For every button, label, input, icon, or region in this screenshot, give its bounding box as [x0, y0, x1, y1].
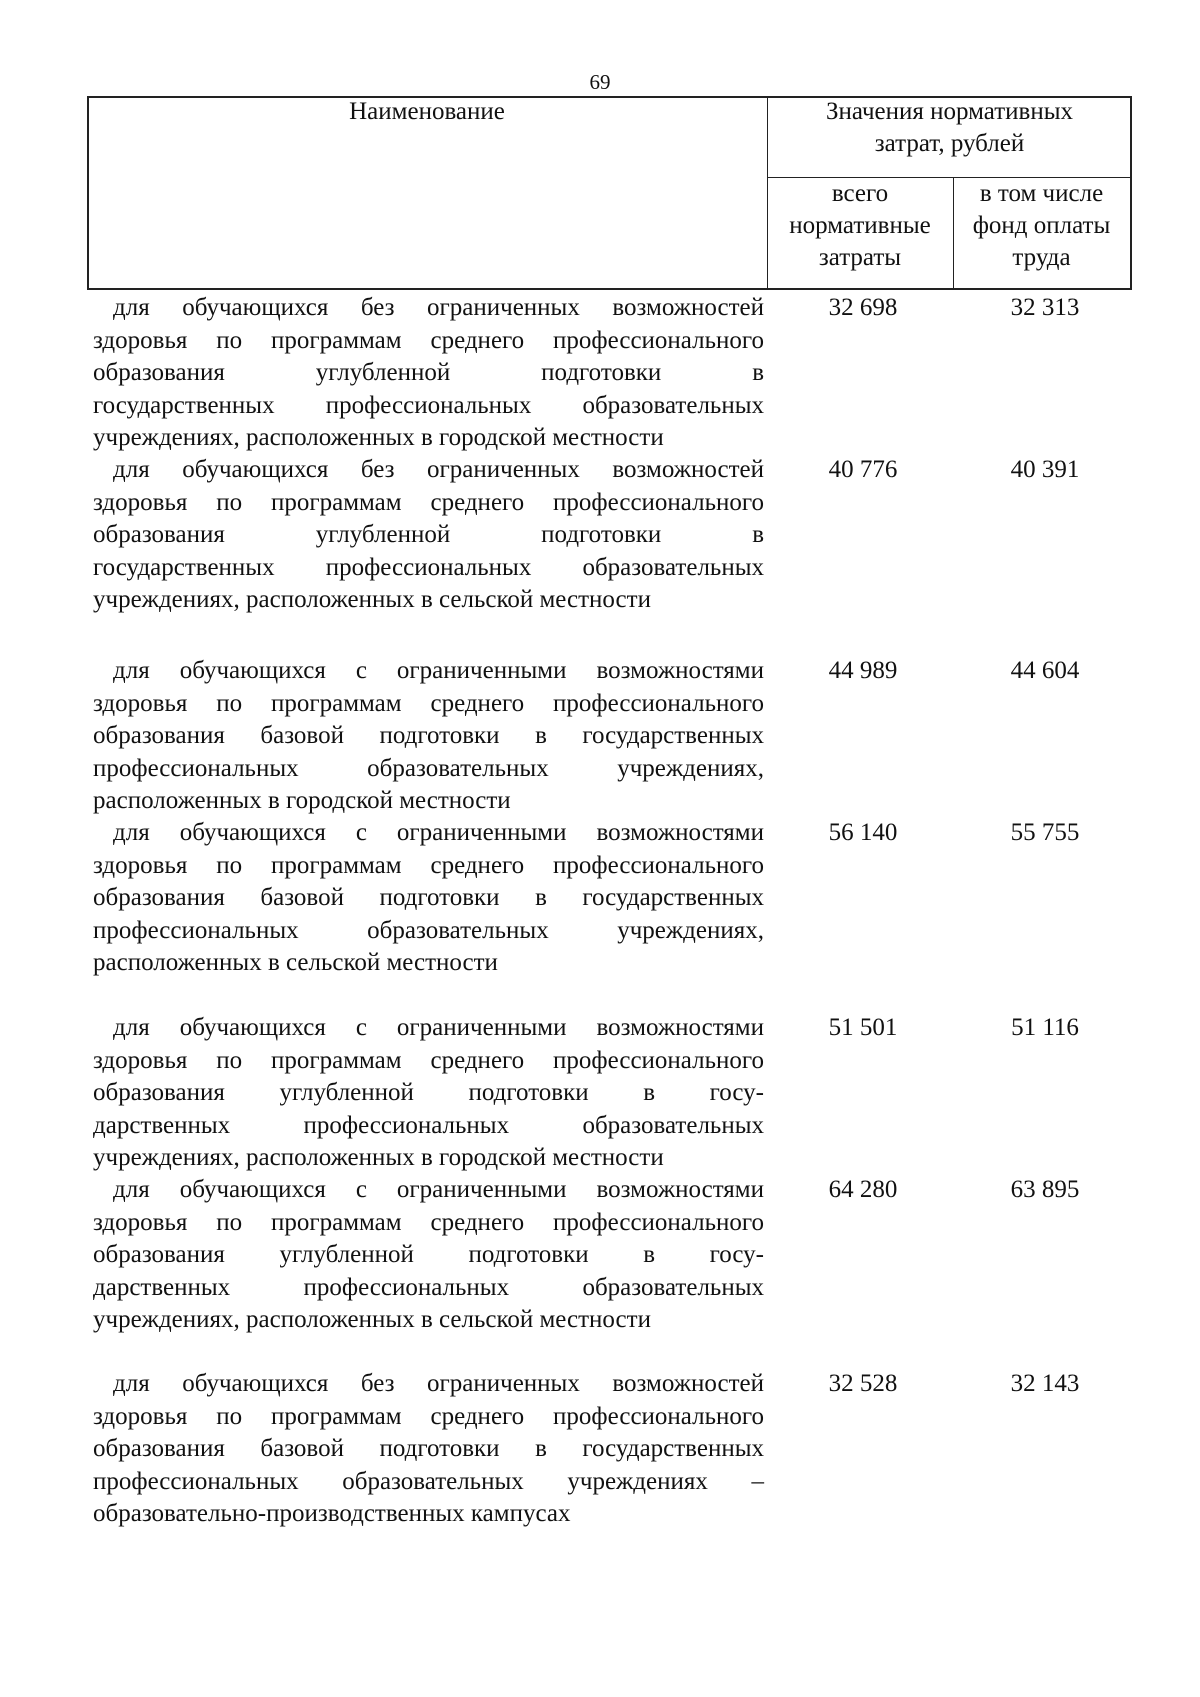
- row-name-line: образования базовой подготовки в государственных: [93, 722, 764, 749]
- row-name: [93, 292, 764, 455]
- row-name-line: для обучающихся с ограниченными возможностями: [113, 657, 764, 684]
- row-name-line: профессиональных образовательных учреждениях –: [93, 1467, 764, 1495]
- header-name: Наименование: [349, 98, 505, 125]
- header-total-line: всего: [831, 180, 889, 207]
- row-wage-value: 40 391: [1010, 456, 1080, 483]
- row-name-line: учреждениях, расположенных в сельской местности: [93, 1306, 651, 1333]
- header-wage-line: фонд оплаты: [972, 212, 1111, 239]
- row-wage-value: 51 116: [1011, 1014, 1079, 1041]
- row-name-line: здоровья по программам среднего профессионального: [93, 1402, 764, 1430]
- row-name: [93, 1012, 764, 1175]
- row-wage-value: 55 755: [1010, 819, 1080, 846]
- row-name-line: образования базовой подготовки в государственных: [93, 1435, 764, 1462]
- row-name-line: здоровья по программам среднего профессионального: [93, 1208, 764, 1236]
- row-total-value: 44 989: [828, 657, 898, 684]
- row-name-line: учреждениях, расположенных в городской местности: [93, 1144, 664, 1171]
- header-total-line: затраты: [818, 244, 902, 271]
- row-wage-value: 63 895: [1010, 1176, 1080, 1203]
- row-name-line: здоровья по программам среднего профессионального: [93, 326, 764, 354]
- row-name-line: расположенных в городской местности: [93, 787, 511, 814]
- row-name: [93, 817, 764, 980]
- row-name-line: для обучающихся без ограниченных возможностей: [113, 294, 764, 321]
- row-name-line: здоровья по программам среднего профессионального: [93, 1046, 764, 1074]
- row-name: [93, 454, 764, 617]
- row-name-line: образовательно-производственных кампусах: [93, 1500, 571, 1527]
- row-name-line: расположенных в сельской местности: [93, 949, 498, 976]
- row-name-line: профессиональных образовательных учреждениях,: [93, 754, 764, 782]
- row-name-line: государственных профессиональных образовательных: [93, 391, 764, 419]
- row-name-line: для обучающихся без ограниченных возможностей: [113, 456, 764, 483]
- row-name-line: здоровья по программам среднего профессионального: [93, 851, 764, 879]
- header-total-line: нормативные: [789, 212, 931, 239]
- row-name-line: здоровья по программам среднего профессионального: [93, 488, 764, 516]
- row-name-line: для обучающихся с ограниченными возможностями: [113, 1176, 764, 1203]
- row-name-line: образования углубленной подготовки в: [93, 359, 764, 386]
- row-name-line: здоровья по программам среднего профессионального: [93, 689, 764, 717]
- row-name-line: профессиональных образовательных учреждениях,: [93, 916, 764, 944]
- page-number: 69: [589, 70, 611, 94]
- row-name-line: учреждениях, расположенных в городской местности: [93, 424, 664, 451]
- row-name-line: образования углубленной подготовки в госу-: [93, 1079, 764, 1106]
- row-name-line: дарственных профессиональных образовательных: [93, 1273, 764, 1301]
- row-total-value: 56 140: [828, 819, 898, 846]
- header-values: [767, 96, 1132, 160]
- row-name-line: дарственных профессиональных образовательных: [93, 1111, 764, 1139]
- table-header: [87, 96, 1132, 289]
- row-name-line: для обучающихся без ограниченных возможностей: [113, 1370, 764, 1397]
- row-name-line: государственных профессиональных образовательных: [93, 553, 764, 581]
- row-name-line: для обучающихся с ограниченными возможностями: [113, 819, 764, 846]
- row-total-value: 32 528: [828, 1370, 898, 1397]
- header-values-line: затрат, рублей: [874, 130, 1025, 157]
- row-total-value: 32 698: [828, 294, 898, 321]
- row-total-value: 40 776: [828, 456, 898, 483]
- header-total: [767, 178, 953, 274]
- row-name: [93, 1368, 764, 1531]
- header-wage-line: труда: [1012, 244, 1071, 271]
- row-wage-value: 32 143: [1010, 1370, 1080, 1397]
- header-wage-line: в том числе: [979, 180, 1104, 207]
- row-name-line: образования углубленной подготовки в госу-: [93, 1241, 764, 1268]
- row-wage-value: 44 604: [1010, 657, 1080, 684]
- header-wage: [953, 178, 1130, 274]
- row-name: [93, 655, 764, 818]
- row-name-line: образования углубленной подготовки в: [93, 521, 764, 548]
- row-name-line: для обучающихся с ограниченными возможностями: [113, 1014, 764, 1041]
- header-values-line: Значения нормативных: [825, 98, 1074, 125]
- row-wage-value: 32 313: [1010, 294, 1080, 321]
- row-total-value: 51 501: [828, 1014, 898, 1041]
- row-total-value: 64 280: [828, 1176, 898, 1203]
- row-name-line: учреждениях, расположенных в сельской местности: [93, 586, 651, 613]
- header-bottom-border: [87, 288, 1132, 290]
- row-name: [93, 1174, 764, 1337]
- row-name-line: образования базовой подготовки в государственных: [93, 884, 764, 911]
